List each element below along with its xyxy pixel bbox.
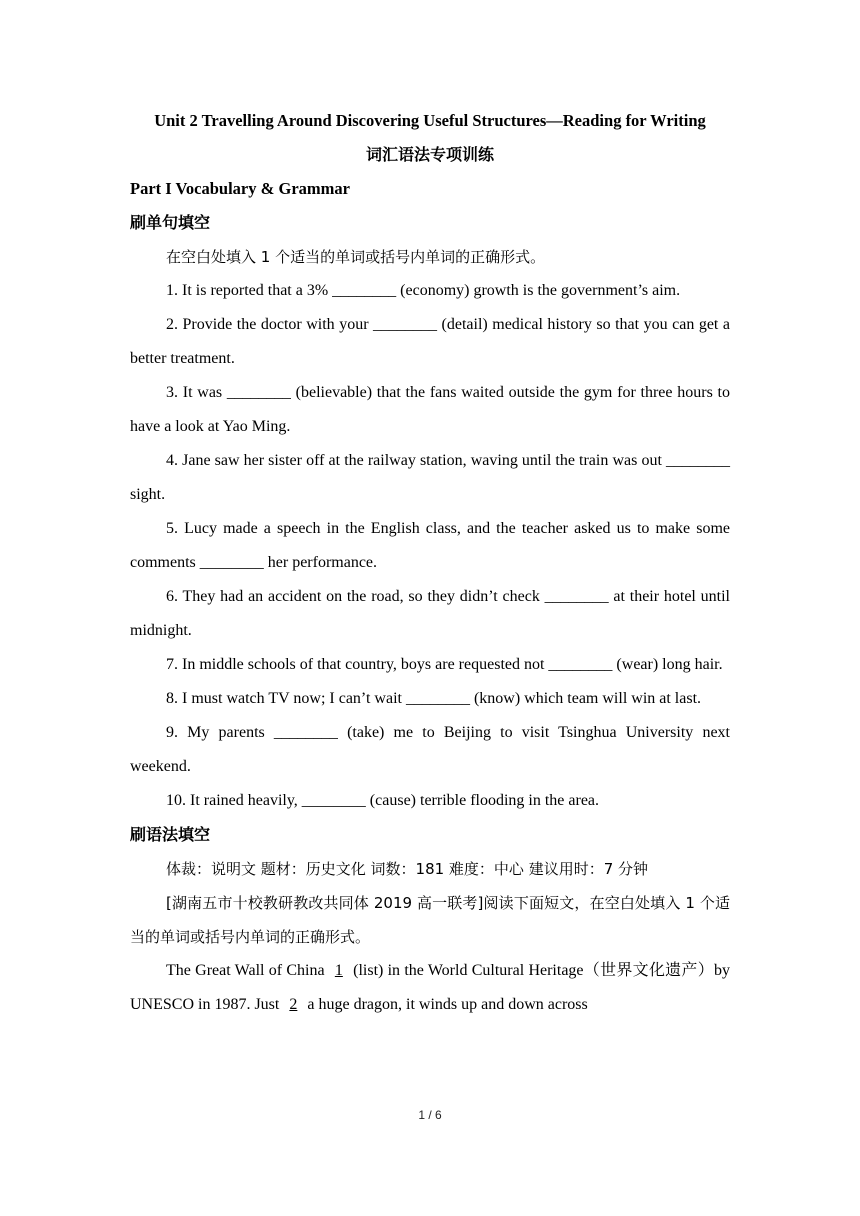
- sentence-item-6: 6. They had an accident on the road, so they didn’t check ________ at their hotel until midnight.: [130, 588, 730, 639]
- part1-heading: Part I Vocabulary & Grammar: [130, 179, 350, 198]
- passage-blank-2: 2: [289, 996, 298, 1013]
- grammar-passage: [130, 954, 730, 1022]
- sentence-section-heading: 刷单句填空: [130, 213, 211, 232]
- sentence-item-5: 5. Lucy made a speech in the English class, and the teacher asked us to make some comments ________ her performance.: [130, 520, 730, 571]
- passage-text-c: a huge dragon, it winds up and down across: [303, 996, 588, 1013]
- document-subtitle: 词汇语法专项训练: [365, 145, 494, 164]
- sentence-item-4: 4. Jane saw her sister off at the railway station, waving until the train was out ________ sight.: [130, 452, 730, 503]
- grammar-section-heading: 刷语法填空: [130, 825, 211, 844]
- sentence-item-3: 3. It was ________ (believable) that the fans waited outside the gym for three hours to have a look at Yao Ming.: [130, 384, 730, 435]
- passage-text-a: The Great Wall of China: [166, 962, 329, 979]
- grammar-meta: 体裁：说明文 题材：历史文化 词数：181 难度：中心 建议用时：7 分钟: [166, 860, 649, 878]
- document-content: [130, 104, 730, 1022]
- passage-blank-1: 1: [334, 962, 343, 979]
- passage-text-b: (list) in the World Cultural Heritage（世界文化遗产）by UNESCO in 1987. Just: [130, 962, 730, 1013]
- sentence-item-7: 7. In middle schools of that country, boys are requested not ________ (wear) long hair.: [166, 656, 723, 673]
- page-number: 1 / 6: [418, 1108, 442, 1122]
- sentence-item-1: 1. It is reported that a 3% ________ (economy) growth is the government’s aim.: [166, 282, 681, 299]
- sentence-instruction: 在空白处填入 1 个适当的单词或括号内单词的正确形式。: [166, 248, 546, 266]
- sentence-item-8: 8. I must watch TV now; I can’t wait ________ (know) which team will win at last.: [166, 690, 702, 707]
- sentence-item-10: 10. It rained heavily, ________ (cause) terrible flooding in the area.: [166, 792, 600, 809]
- grammar-instruction: [湖南五市十校教研教改共同体 2019 高一联考]阅读下面短文，在空白处填入 1 个适当的单词或括号内单词的正确形式。: [130, 894, 730, 946]
- document-title: Unit 2 Travelling Around Discovering Useful Structures—Reading for Writing: [154, 111, 706, 130]
- sentence-item-9: 9. My parents ________ (take) me to Beijing to visit Tsinghua University next weekend.: [130, 724, 730, 775]
- sentence-item-2: 2. Provide the doctor with your ________ (detail) medical history so that you can get a better treatment.: [130, 316, 730, 367]
